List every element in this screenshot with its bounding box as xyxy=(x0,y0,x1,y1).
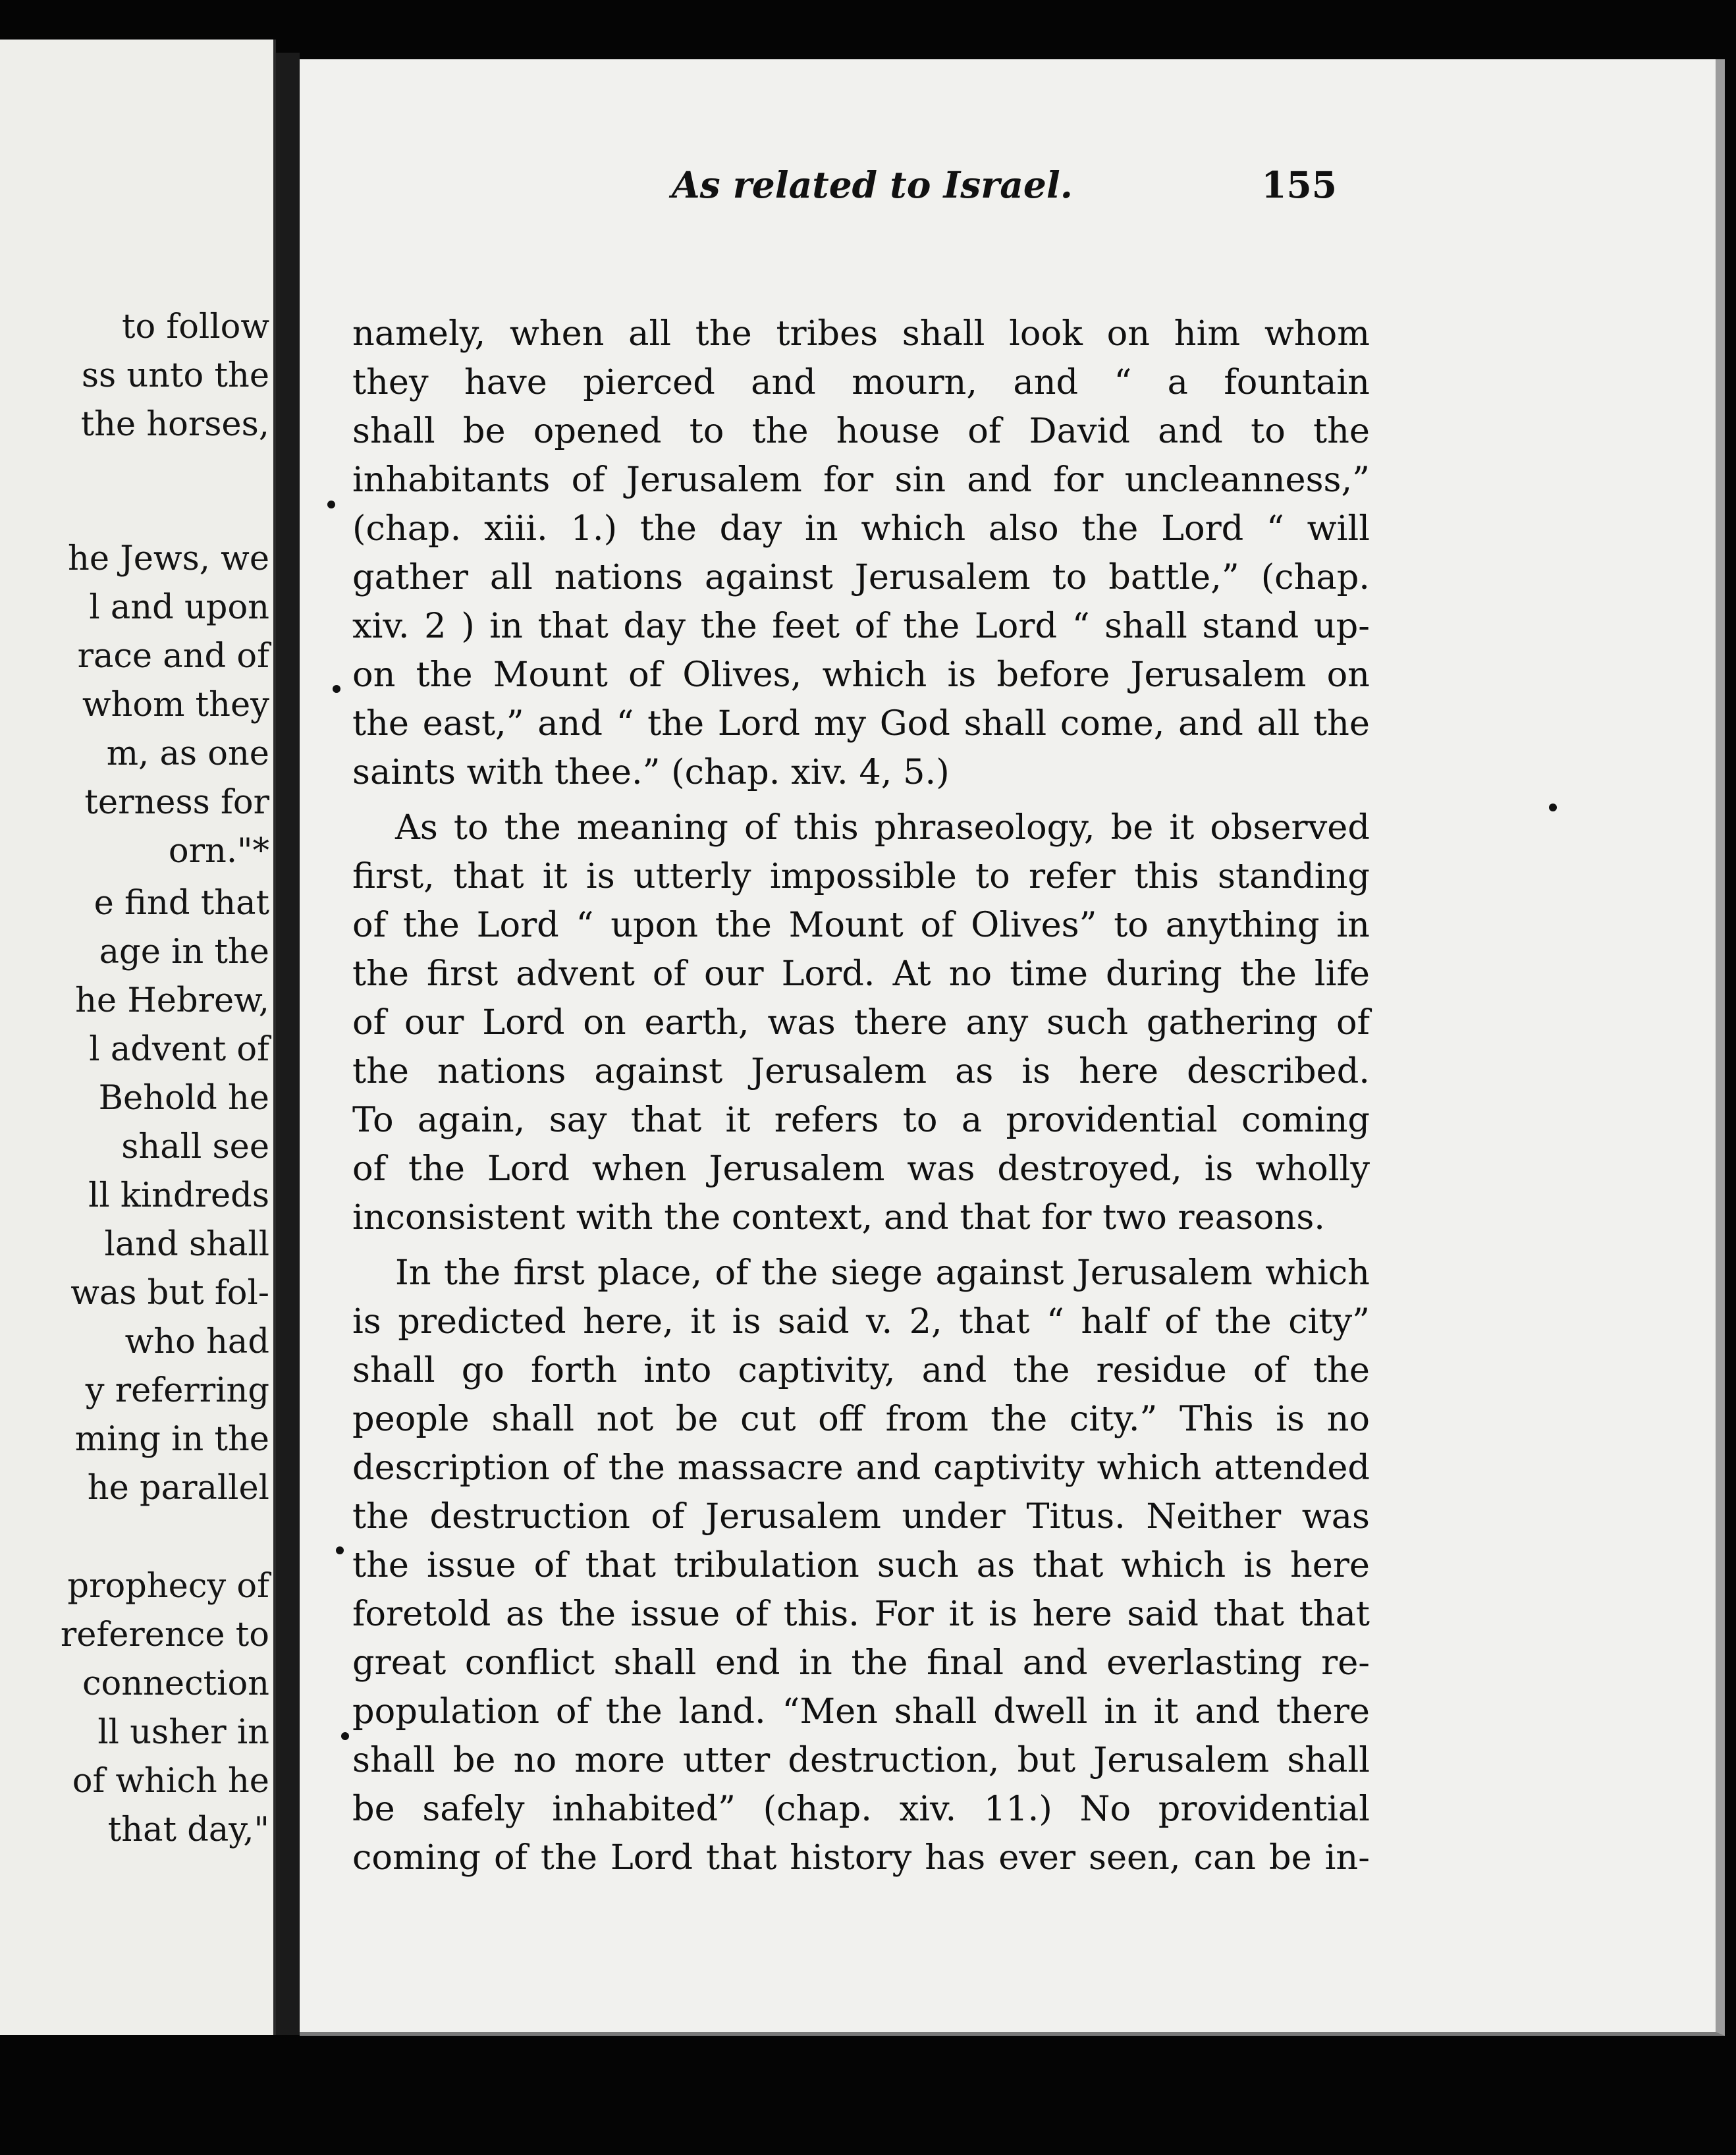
left-line: the horses, xyxy=(80,405,269,444)
text-line: To again, say that it refers to a providential coming xyxy=(352,1100,1370,1140)
text-line: saints with thee.” (chap. xiv. 4, 5.) xyxy=(352,752,950,792)
text-line: gather all nations against Jerusalem to battle,” (chap. xyxy=(352,557,1370,597)
left-line: e find that xyxy=(94,884,269,923)
text-line: of the Lord “ upon the Mount of Olives” to anything in xyxy=(352,905,1370,945)
running-header xyxy=(369,163,1337,229)
text-line: population of the land. “Men shall dwell in it and there xyxy=(352,1691,1370,1732)
text-line: namely, when all the tribes shall look on him whom xyxy=(352,314,1370,354)
text-line: is predicted here, it is said v. 2, that “ half of the city” xyxy=(352,1301,1370,1342)
text-line: shall go forth into captivity, and the residue of the xyxy=(352,1350,1370,1390)
left-line: shall see xyxy=(121,1128,269,1166)
left-line: who had xyxy=(124,1323,269,1361)
left-line: y referring xyxy=(85,1371,269,1410)
left-line: he Hebrew, xyxy=(75,981,269,1020)
left-line: orn."* xyxy=(168,832,269,871)
paragraph-2 xyxy=(352,804,1370,1242)
paragraph-3 xyxy=(352,1249,1370,1882)
text-line: As to the meaning of this phraseology, be it observed xyxy=(395,807,1370,848)
text-line: description of the massacre and captivity which attended xyxy=(352,1448,1370,1488)
text-line: coming of the Lord that history has ever seen, can be in- xyxy=(352,1838,1370,1878)
previous-page-fragment xyxy=(0,40,276,2035)
left-line: ll kindreds xyxy=(88,1176,269,1215)
left-line: was but fol- xyxy=(70,1274,269,1313)
left-line: terness for xyxy=(84,783,269,822)
left-line: Behold he xyxy=(98,1079,269,1118)
left-line: l advent of xyxy=(89,1030,269,1069)
paragraph-1 xyxy=(352,310,1370,797)
text-line: on the Mount of Olives, which is before Jerusalem on xyxy=(352,655,1370,695)
margin-speck xyxy=(341,1732,349,1740)
text-line: shall be opened to the house of David and to the xyxy=(352,411,1370,451)
page-number: 155 xyxy=(1261,163,1337,206)
text-line: the nations against Jerusalem as is here described. xyxy=(352,1051,1370,1091)
left-line: reference to xyxy=(60,1616,269,1654)
left-line: of which he xyxy=(72,1762,269,1801)
left-line: ll usher in xyxy=(97,1713,269,1752)
text-line: the east,” and “ the Lord my God shall come, and all the xyxy=(352,703,1370,744)
text-line: the issue of that tribulation such as that which is here xyxy=(352,1545,1370,1585)
text-line: xiv. 2 ) in that day the feet of the Lord “ shall stand up- xyxy=(352,606,1370,646)
book-gutter xyxy=(276,53,300,2035)
text-line: of the Lord when Jerusalem was destroyed, is wholly xyxy=(352,1149,1370,1189)
text-line: the first advent of our Lord. At no time during the life xyxy=(352,954,1370,994)
left-line: he Jews, we xyxy=(68,539,269,578)
left-line: land shall xyxy=(104,1225,269,1264)
left-line: he parallel xyxy=(87,1469,269,1508)
text-line: foretold as the issue of this. For it is here said that that xyxy=(352,1594,1370,1634)
margin-speck xyxy=(1549,804,1557,811)
left-line: ming in the xyxy=(74,1420,269,1459)
left-line: that day," xyxy=(107,1811,269,1849)
running-title: As related to Israel. xyxy=(672,163,1073,206)
page-body xyxy=(352,310,1370,1882)
left-line: ss unto the xyxy=(81,356,269,395)
margin-speck xyxy=(336,1546,344,1554)
text-line: people shall not be cut off from the city.” This is no xyxy=(352,1399,1370,1439)
text-line: inconsistent with the context, and that for two reasons. xyxy=(352,1197,1325,1238)
text-line: be safely inhabited” (chap. xiv. 11.) No providential xyxy=(352,1789,1370,1829)
text-line: of our Lord on earth, was there any such gathering of xyxy=(352,1002,1370,1043)
left-line: age in the xyxy=(99,933,269,971)
text-line: they have pierced and mourn, and “ a fountain xyxy=(352,362,1370,402)
text-line: shall be no more utter destruction, but Jerusalem shall xyxy=(352,1740,1370,1780)
left-line: prophecy of xyxy=(67,1567,269,1606)
text-line: In the first place, of the siege against Jerusalem which xyxy=(395,1253,1370,1293)
left-line: to follow xyxy=(122,308,269,346)
text-line: (chap. xiii. 1.) the day in which also the Lord “ will xyxy=(352,508,1370,549)
margin-speck xyxy=(327,501,335,508)
left-line: whom they xyxy=(82,686,269,724)
left-line: race and of xyxy=(77,637,269,676)
margin-speck xyxy=(333,685,340,693)
text-line: the destruction of Jerusalem under Titus. Neither was xyxy=(352,1496,1370,1537)
text-line: inhabitants of Jerusalem for sin and for uncleanness,” xyxy=(352,460,1370,500)
left-line: connection xyxy=(82,1664,269,1703)
left-line: l and upon xyxy=(89,588,269,627)
text-line: first, that it is utterly impossible to refer this standing xyxy=(352,856,1370,896)
left-line: m, as one xyxy=(106,734,269,773)
text-line: great conflict shall end in the final and everlasting re- xyxy=(352,1643,1370,1683)
